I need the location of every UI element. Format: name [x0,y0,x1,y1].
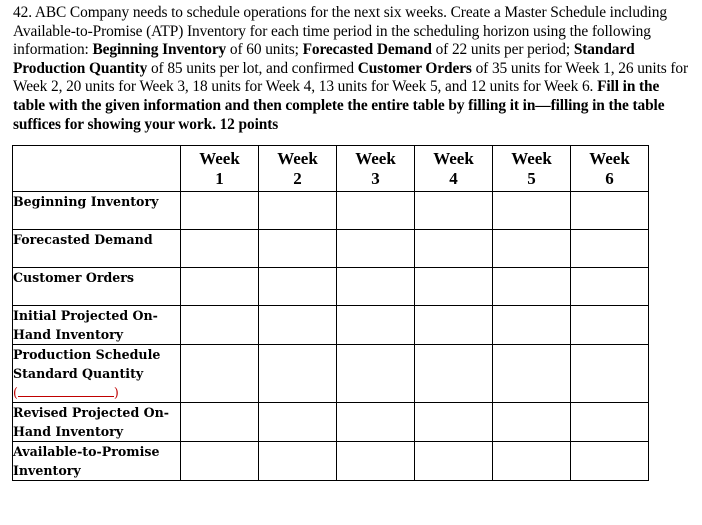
input-cell[interactable] [493,230,571,268]
corner-cell [13,146,181,192]
question-part: 42. ABC Company needs to schedule operations for the next six weeks. Create a Master Schedule including Available-to-Promise (ATP) Inventory for each time period in the scheduling horizon using the following information: [13,4,667,59]
input-cell[interactable] [337,230,415,268]
master-schedule-table [12,145,649,481]
input-cell[interactable] [181,306,259,345]
label-forecasted-demand: Forecasted Demand [13,230,181,268]
input-cell[interactable] [415,403,493,442]
input-cell[interactable] [259,442,337,481]
label-initial-projected: Initial Projected On-Hand Inventory [13,306,181,345]
row-customer-orders [13,268,649,306]
input-cell[interactable] [493,306,571,345]
input-cell[interactable] [571,403,649,442]
header-row [13,146,649,192]
week-6-header: Week 6 [571,146,649,192]
label-atp: Available-to-Promise Inventory [13,442,181,481]
input-cell[interactable] [181,268,259,306]
question-text [13,4,693,134]
input-cell[interactable] [493,268,571,306]
input-cell[interactable] [259,192,337,230]
row-revised-projected [13,403,649,442]
input-cell[interactable] [571,268,649,306]
input-cell[interactable] [181,230,259,268]
input-cell[interactable] [337,268,415,306]
row-atp [13,442,649,481]
input-cell[interactable] [415,192,493,230]
input-cell[interactable] [493,192,571,230]
label-revised-projected: Revised Projected On-Hand Inventory [13,403,181,442]
input-cell[interactable] [415,306,493,345]
input-cell[interactable] [571,230,649,268]
label-production-schedule [13,345,181,403]
input-cell[interactable] [259,230,337,268]
row-forecasted-demand [13,230,649,268]
production-schedule-text: Production Schedule Standard Quantity [13,347,161,381]
week-4-header: Week 4 [415,146,493,192]
input-cell[interactable] [415,268,493,306]
input-cell[interactable] [259,345,337,403]
blank-underline [18,386,114,397]
input-cell[interactable] [571,192,649,230]
week-1-header: Week 1 [181,146,259,192]
input-cell[interactable] [181,442,259,481]
label-beginning-inventory: Beginning Inventory [13,192,181,230]
input-cell[interactable] [181,345,259,403]
question-part: of 35 units for Week 1, 26 units for Week 2, 20 units for Week 3, 18 units for Week 4, 13 units for Week 5, and 12 units for Week 6. [13,59,689,96]
paren-close: ) [113,385,119,400]
row-beginning-inventory [13,192,649,230]
input-cell[interactable] [259,268,337,306]
input-cell[interactable] [493,345,571,403]
question-bold: Forecasted Demand [302,41,432,59]
input-cell[interactable] [181,403,259,442]
row-initial-projected [13,306,649,345]
input-cell[interactable] [337,306,415,345]
question-bold: Customer Orders [357,59,472,77]
input-cell[interactable] [259,306,337,345]
question-part: of 60 units; [226,41,303,59]
input-cell[interactable] [415,442,493,481]
question-bold: Beginning Inventory [92,41,227,59]
input-cell[interactable] [337,442,415,481]
question-part: of 85 units per lot, and confirmed [147,59,358,77]
question-part: of 22 units per period; [431,41,574,59]
input-cell[interactable] [493,442,571,481]
input-cell[interactable] [337,345,415,403]
input-cell[interactable] [337,192,415,230]
paren-open: ( [13,385,18,400]
input-cell[interactable] [571,345,649,403]
question-bold: Fill in the table with the given information and then complete the entire table by filling it in—filling in the table suffices for showing your work. 12 points [13,78,665,133]
input-cell[interactable] [571,306,649,345]
row-production-schedule [13,345,649,403]
input-cell[interactable] [259,403,337,442]
input-cell[interactable] [415,345,493,403]
week-5-header: Week 5 [493,146,571,192]
week-2-header: Week 2 [259,146,337,192]
input-cell[interactable] [493,403,571,442]
input-cell[interactable] [337,403,415,442]
label-customer-orders: Customer Orders [13,268,181,306]
input-cell[interactable] [415,230,493,268]
week-3-header: Week 3 [337,146,415,192]
question-bold: Standard Production Quantity [13,41,635,77]
input-cell[interactable] [181,192,259,230]
input-cell[interactable] [571,442,649,481]
